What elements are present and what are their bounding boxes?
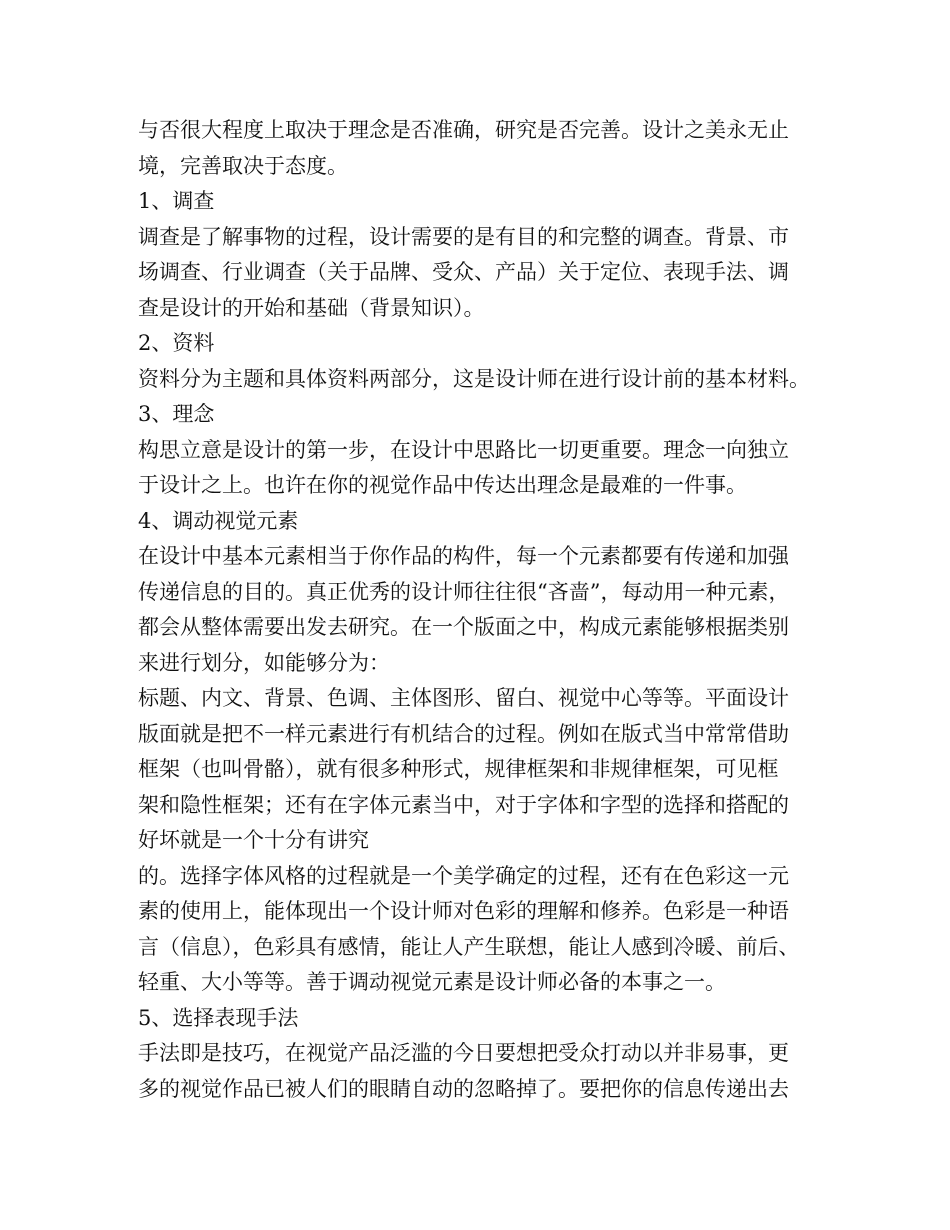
paragraph-line-8: 于设计之上。也许在你的视觉作品中传达出理念是最难的一件事。	[138, 473, 747, 497]
paragraph-line-7: 构思立意是设计的第一步，在设计中思路比一切更重要。理念一向独立	[138, 437, 789, 462]
paragraph-line-18: 的。选择字体风格的过程就是一个美学确定的过程，还有在色彩这一元	[138, 863, 789, 888]
paragraph-line-19: 素的使用上，能体现出一个设计师对色彩的理解和修养。色彩是一种语	[138, 899, 789, 923]
paragraph-line-12: 来进行划分，如能够分为：	[138, 650, 390, 675]
paragraph-line-23: 多的视觉作品已被人们的眼睛自动的忽略掉了。要把你的信息传递出去	[138, 1076, 789, 1101]
paragraph-line-1: 与否很大程度上取决于理念是否准确，研究是否完善。设计之美永无止	[138, 118, 789, 142]
paragraph-line-5: 查是设计的开始和基础（背景知识）。	[138, 295, 485, 320]
paragraph-line-14: 版面就是把不一样元素进行有机结合的过程。例如在版式当中常常借助	[138, 721, 789, 746]
section-heading-concept: 3、理念	[138, 402, 215, 426]
section-heading-materials: 2、资料	[138, 331, 215, 355]
paragraph-line-20: 言（信息），色彩具有感情，能让人产生联想，能让人感到冷暖、前后、	[138, 934, 800, 959]
paragraph-line-3: 调查是了解事物的过程，设计需要的是有目的和完整的调查。背景、市	[138, 224, 789, 249]
document-body	[138, 113, 828, 1107]
paragraph-line-6: 资料分为主题和具体资料两部分，这是设计师在进行设计前的基本材料。	[138, 366, 810, 391]
paragraph-line-21: 轻重、大小等等。善于调动视觉元素是设计师必备的本事之一。	[138, 970, 726, 994]
paragraph-line-13: 标题、内文、背景、色调、主体图形、留白、视觉中心等等。平面设计	[138, 686, 789, 710]
paragraph-line-10: 传递信息的目的。真正优秀的设计师往往很“吝啬”，每动用一种元素，	[138, 579, 790, 604]
paragraph-line-15: 框架（也叫骨骼），就有很多种形式，规律框架和非规律框架，可见框	[138, 757, 779, 781]
section-heading-survey: 1、调查	[138, 189, 215, 213]
section-heading-expression: 5、选择表现手法	[138, 1005, 299, 1030]
paragraph-line-4: 场调查、行业调查（关于品牌、受众、产品）关于定位、表现手法、调	[138, 260, 789, 284]
paragraph-line-9: 在设计中基本元素相当于你作品的构件，每一个元素都要有传递和加强	[138, 544, 789, 568]
paragraph-line-11: 都会从整体需要出发去研究。在一个版面之中，构成元素能够根据类别	[138, 615, 789, 639]
paragraph-line-17: 好坏就是一个十分有讲究	[138, 828, 369, 852]
paragraph-line-16: 架和隐性框架；还有在字体元素当中，对于字体和字型的选择和搭配的	[138, 792, 789, 817]
section-heading-visual-elements: 4、调动视觉元素	[138, 508, 299, 533]
paragraph-line-22: 手法即是技巧，在视觉产品泛滥的今日要想把受众打动以并非易事，更	[138, 1041, 789, 1065]
paragraph-line-2: 境，完善取决于态度。	[138, 153, 348, 178]
